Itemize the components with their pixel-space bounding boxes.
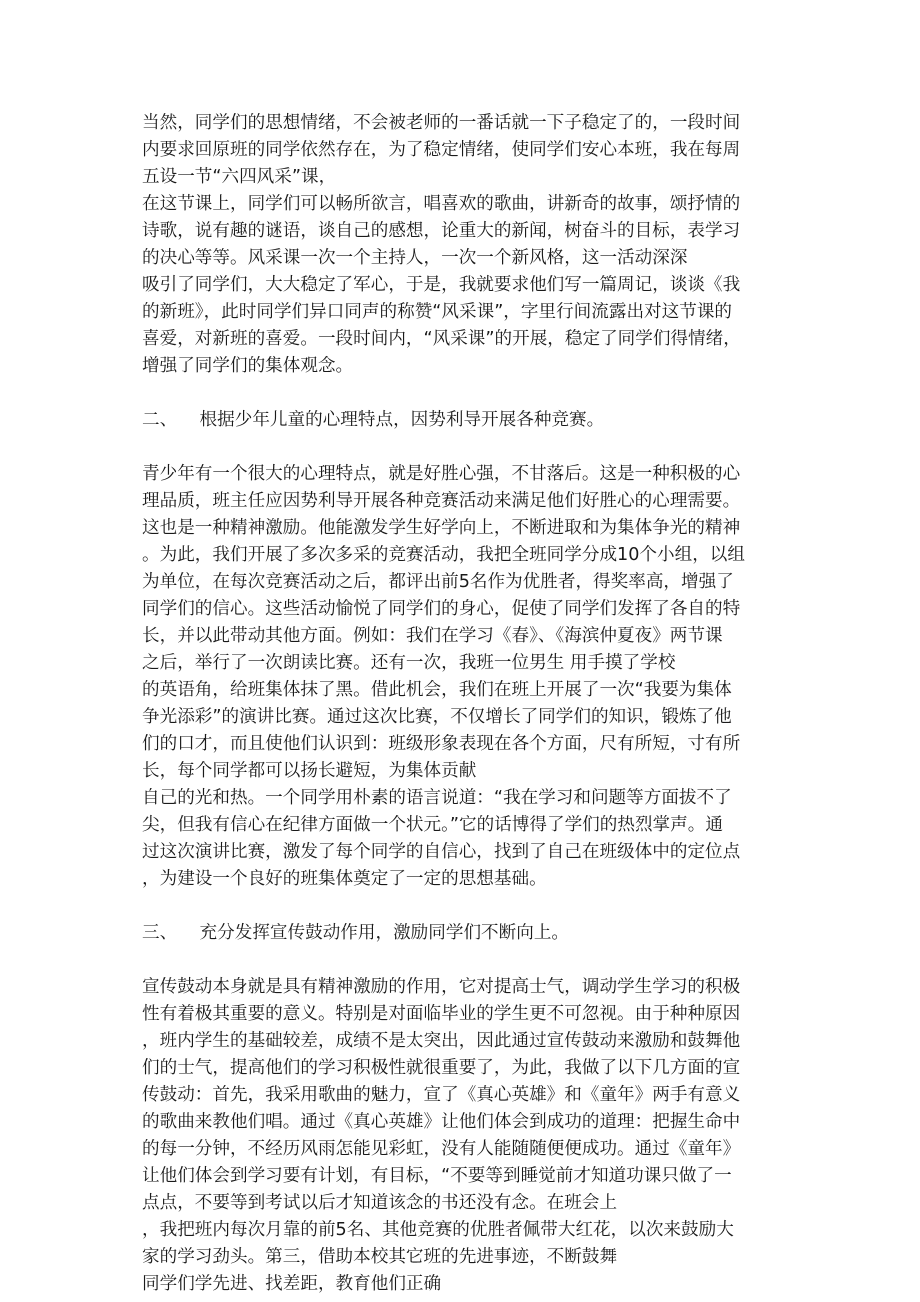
paragraph-3 [142, 974, 782, 1298]
text-line: 理品质，班主任应因势利导开展各种竞赛活动来满足他们好胜心的心理需要。 [142, 491, 741, 511]
text-line: ，班内学生的基础较差，成绩不是太突出，因此通过宣传鼓动来激励和鼓舞他 [142, 1031, 741, 1051]
paragraph-spacer [142, 893, 782, 920]
text-line: 性有着极其重要的意义。特别是对面临毕业的学生更不可忽视。由于种种原因 [142, 1004, 741, 1024]
text-line: 家的学习劲头。第三，借助本校其它班的先进事迹，不断鼓舞 [142, 1247, 618, 1267]
text-line: 吸引了同学们，大大稳定了军心，于是，我就要求他们写一篇周记，谈谈《我 [142, 275, 741, 295]
text-line: 内要求回原班的同学依然存在，为了稳定情绪，使同学们安心本班，我在每周 [142, 140, 741, 160]
text-line: 宣传鼓动本身就是具有精神激励的作用，它对提高士气，调动学生学习的积极 [142, 977, 741, 997]
text-line: 同学们学先进、找差距，教育他们正确 [142, 1274, 442, 1294]
paragraph-spacer [142, 947, 782, 974]
section-heading-2: 二、 根据少年儿童的心理特点，因势利导开展各种竞赛。 [142, 410, 605, 430]
text-line: ，为建设一个良好的班集体奠定了一定的思想基础。 [142, 869, 547, 889]
text-line: 过这次演讲比赛，激发了每个同学的自信心，找到了自己在班级体中的定位点 [142, 842, 741, 862]
text-line: 青少年有一个很大的心理特点，就是好胜心强，不甘落后。这是一种积极的心 [142, 464, 741, 484]
text-line: 当然，同学们的思想情绪，不会被老师的一番话就一下子稳定了的，一段时间 [142, 113, 741, 133]
text-line: 长，并以此带动其他方面。例如：我们在学习《春》、《海滨仲夏夜》两节课 [142, 626, 723, 646]
text-line: 的歌曲来教他们唱。通过《真心英雄》让他们体会到成功的道理：把握生命中 [142, 1112, 741, 1132]
paragraph-2 [142, 461, 782, 893]
text-line: 同学们的信心。这些活动愉悦了同学们的身心，促使了同学们发挥了各自的特 [142, 599, 741, 619]
text-line: 自己的光和热。一个同学用朴素的语言说道：“我在学习和问题等方面拔不了 [142, 788, 732, 808]
text-line: 的每一分钟，不经历风雨怎能见彩虹，没有人能随随便便成功。通过《童年》 [142, 1139, 741, 1159]
text-line: 为单位，在每次竞赛活动之后，都评出前5名作为优胜者，得奖率高，增强了 [142, 572, 734, 592]
text-line: 点点，不要等到考试以后才知道该念的书还没有念。在班会上 [142, 1193, 618, 1213]
text-line: 长，每个同学都可以扬长避短，为集体贡献 [142, 761, 477, 781]
text-line: 们的口才，而且使他们认识到：班级形象表现在各个方面，尺有所短，寸有所 [142, 734, 741, 754]
text-line: 在这节课上，同学们可以畅所欲言，唱喜欢的歌曲，讲新奇的故事，颂抒情的 [142, 194, 741, 214]
text-line: 争光添彩”的演讲比赛。通过这次比赛，不仅增长了同学们的知识，锻炼了他 [142, 707, 732, 727]
paragraph-spacer [142, 380, 782, 407]
document-body [142, 110, 782, 1298]
section-heading-3: 三、 充分发挥宣传鼓动作用，激励同学们不断向上。 [142, 923, 570, 943]
text-line: 让他们体会到学习要有计划，有目标，“不要等到睡觉前才知道功课只做了一 [142, 1166, 732, 1186]
text-line: 之后，举行了一次朗读比赛。还有一次，我班一位男生 用手摸了学校 [142, 653, 676, 673]
text-line: 喜爱，对新班的喜爱。一段时间内，“风采课”的开展，稳定了同学们得情绪， [142, 329, 741, 349]
paragraph-1 [142, 110, 782, 380]
text-line: 诗歌，说有趣的谜语，谈自己的感想，论重大的新闻，树奋斗的目标，表学习 [142, 221, 741, 241]
text-line: ，我把班内每次月靠的前5名、其他竞赛的优胜者佩带大红花，以次来鼓励大 [142, 1220, 734, 1240]
text-line: 增强了同学们的集体观念。 [142, 356, 354, 376]
text-line: 传鼓动：首先，我采用歌曲的魅力，宣了《真心英雄》和《童年》两手有意义 [142, 1085, 741, 1105]
text-line: 的决心等等。风采课一次一个主持人，一次一个新风格，这一活动深深 [142, 248, 688, 268]
text-line: 五设一节“六四风采”课， [142, 167, 337, 187]
text-line: 的英语角，给班集体抹了黑。借此机会，我们在班上开展了一次“我要为集体 [142, 680, 732, 700]
text-line: 的新班》，此时同学们异口同声的称赞“风采课”，字里行间流露出对这节课的 [142, 302, 733, 322]
text-line: 尖，但我有信心在纪律方面做一个状元。”它的话博得了学们的热烈掌声。通 [142, 815, 723, 835]
paragraph-spacer [142, 434, 782, 461]
text-line: 们的士气，提高他们的学习积极性就很重要了，为此，我做了以下几方面的宣 [142, 1058, 741, 1078]
text-line: 这也是一种精神激励。他能激发学生好学向上，不断进取和为集体争光的精神 [142, 518, 741, 538]
text-line: 。为此，我们开展了多次多采的竞赛活动，我把全班同学分成10个小组，以组 [142, 545, 745, 565]
